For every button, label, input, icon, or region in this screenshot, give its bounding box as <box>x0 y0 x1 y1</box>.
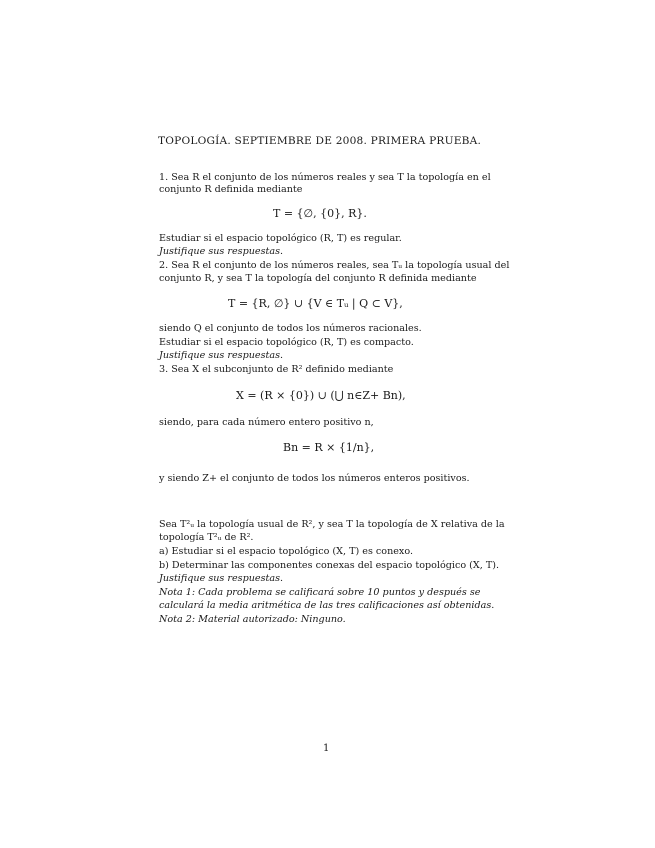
note1-line2: calculará la media aritmética de las tres calificaciones así obtenidas. <box>159 600 495 611</box>
problem1-justify: Justifique sus respuestas. <box>159 246 284 257</box>
problem2-justify: Justifique sus respuestas. <box>159 350 284 361</box>
problem2-line2: conjunto R, y sea T la topología del conjunto R definida mediante <box>159 273 477 284</box>
problem3-equation1: X = (R × {0}) ∪ (⋃ n∈Z+ Bn), <box>236 389 406 402</box>
problem1-equation: T = {∅, {0}, R}. <box>273 207 367 220</box>
problem3-line5: topología T²ᵤ de R². <box>159 532 254 543</box>
problem3-equation2: Bn = R × {1/n}, <box>283 441 375 454</box>
problem3-line3: y siendo Z+ el conjunto de todos los números enteros positivos. <box>159 473 470 484</box>
problem3-line2: siendo, para cada número entero positivo n, <box>159 417 374 428</box>
problem2-equation: T = {R, ∅} ∪ {V ∈ Tᵤ | Q ⊂ V}, <box>228 297 403 310</box>
problem1-question: Estudiar si el espacio topológico (R, T) es regular. <box>159 233 402 244</box>
problem2-line1: 2. Sea R el conjunto de los números reales, sea Tᵤ la topología usual del <box>159 260 510 271</box>
problem2-line3: siendo Q el conjunto de todos los números racionales. <box>159 323 422 334</box>
exam-title: TOPOLOGÍA. SEPTIEMBRE DE 2008. PRIMERA PRUEBA. <box>158 135 482 147</box>
problem3-part-a: a) Estudiar si el espacio topológico (X, T) es conexo. <box>159 546 413 557</box>
problem3-justify: Justifique sus respuestas. <box>159 573 284 584</box>
problem3-line1: 3. Sea X el subconjunto de R² definido mediante <box>159 364 394 375</box>
problem3-part-b: b) Determinar las componentes conexas del espacio topológico (X, T). <box>159 560 500 571</box>
problem1-line2: conjunto R definida mediante <box>159 184 303 195</box>
page-number: 1 <box>323 743 330 754</box>
problem1-line1: 1. Sea R el conjunto de los números reales y sea T la topología en el <box>159 172 491 183</box>
note2: Nota 2: Material autorizado: Ninguno. <box>159 614 346 625</box>
problem2-question: Estudiar si el espacio topológico (R, T) es compacto. <box>159 337 414 348</box>
problem3-line4: Sea T²ᵤ la topología usual de R², y sea T la topología de X relativa de la <box>159 519 505 530</box>
note1-line1: Nota 1: Cada problema se calificará sobre 10 puntos y después se <box>159 587 481 598</box>
